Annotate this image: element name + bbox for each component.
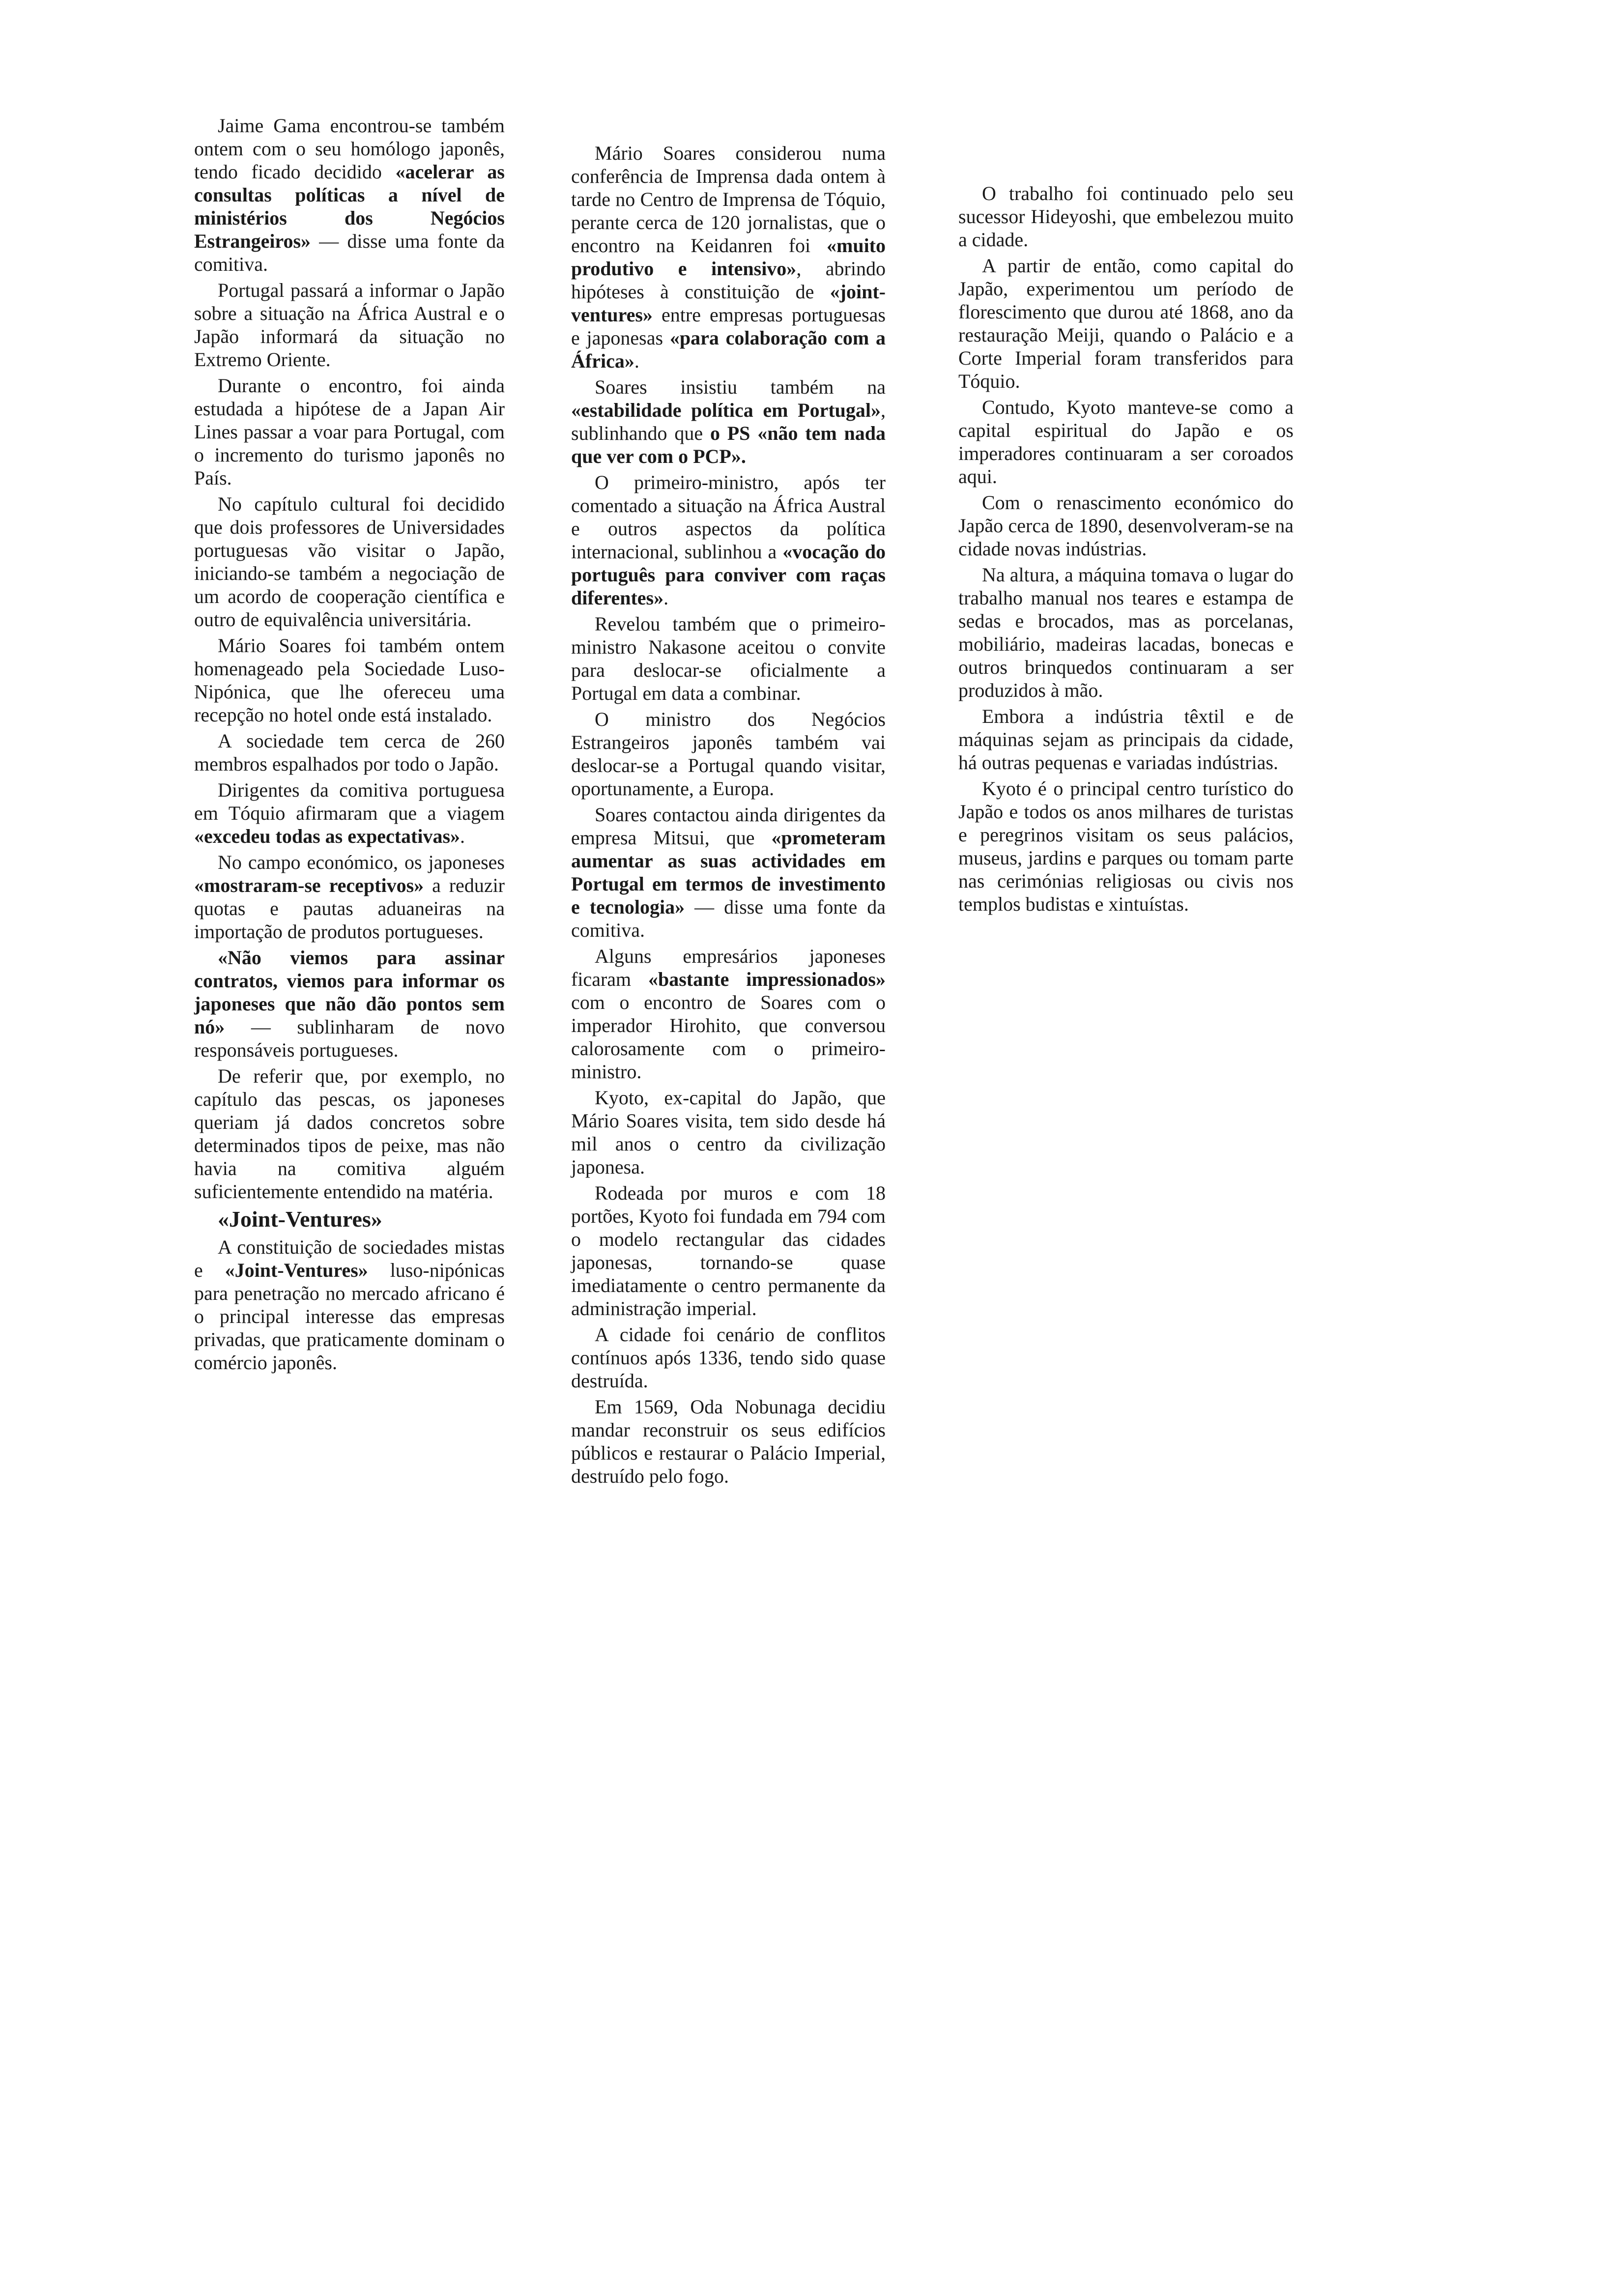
- text-run: Rodeada por muros e com 18 portões, Kyoto foi fundada em 794 com o modelo rectangular das cidades japonesas, tornando-se quase imediatamente o centro permanente da administração imperial.: [571, 1182, 886, 1320]
- subhead-joint-ventures: «Joint-Ventures»: [218, 1206, 382, 1232]
- bold-quote: «muito produtivo e intensivo»: [571, 234, 886, 280]
- text-run: .: [634, 350, 639, 372]
- text-run: luso-nipónicas para penetração no mercado africano é o principal interesse das empresas privadas, que praticamente dominam o comércio japonês.: [194, 1259, 505, 1374]
- paragraph: [958, 396, 1294, 488]
- paragraph: [571, 945, 886, 1083]
- text-run: Contudo, Kyoto manteve-se como a capital espiritual do Japão e os imperadores continuaram a ser coroados aqui.: [958, 396, 1294, 488]
- paragraph: [194, 1064, 505, 1203]
- bold-quote: «Não viemos para assinar contratos, viemos para informar os japoneses que não dão pontos sem nó»: [194, 947, 505, 1038]
- article-column-2: [571, 142, 886, 1491]
- paragraph: [958, 182, 1294, 251]
- paragraph: [958, 563, 1294, 702]
- bold-quote: «para colaboração com a África»: [571, 327, 886, 372]
- text-run: Com o renascimento económico do Japão cerca de 1890, desenvolveram-se na cidade novas indústrias.: [958, 491, 1294, 560]
- paragraph: [194, 114, 505, 276]
- paragraph: [571, 1323, 886, 1392]
- text-run: Kyoto é o principal centro turístico do Japão e todos os anos milhares de turistas e peregrinos visitam os seus palácios, museus, jardins e parques ou tomam parte nas cerimónias religiosas ou civis nos templos budistas e xintuístas.: [958, 777, 1294, 915]
- column-1-body-after-subhead: [194, 1235, 505, 1374]
- paragraph: [194, 946, 505, 1062]
- text-run: com o encontro de Soares com o imperador Hirohito, que conversou calorosamente com o primeiro-ministro.: [571, 991, 886, 1083]
- bold-quote: «joint-ventures»: [571, 281, 886, 326]
- text-run: a reduzir quotas e pautas aduaneiras na importação de produtos portugueses.: [194, 874, 505, 943]
- text-run: Mário Soares considerou numa conferência de Imprensa dada ontem à tarde no Centro de Imprensa de Tóquio, perante cerca de 120 jornalistas, que o encontro na Keidanren foi: [571, 142, 886, 257]
- paragraph: [571, 708, 886, 800]
- paragraph: [958, 491, 1294, 560]
- text-run: Alguns empresários japoneses ficaram: [571, 945, 886, 990]
- paragraph: [571, 612, 886, 705]
- text-run: No capítulo cultural foi decidido que dois professores de Universidades portuguesas vão visitar o Japão, iniciando-se também a negociação de um acordo de cooperação científica e outro de equivalência universitária.: [194, 493, 505, 631]
- paragraph: [571, 375, 886, 468]
- paragraph: [958, 705, 1294, 774]
- column-1-body: [194, 114, 505, 1203]
- bold-quote: o PS «não tem nada que ver com o PCP».: [571, 422, 886, 467]
- bold-quote: «estabilidade política em Portugal»: [571, 399, 881, 421]
- paragraph: [194, 1235, 505, 1374]
- paragraph: [194, 778, 505, 848]
- paragraph: [571, 142, 886, 373]
- text-run: Kyoto, ex-capital do Japão, que Mário Soares visita, tem sido desde há mil anos o centro da civilização japonesa.: [571, 1087, 886, 1178]
- text-run: Dirigentes da comitiva portuguesa em Tóquio afirmaram que a viagem: [194, 779, 505, 824]
- bold-quote: «prometeram aumentar as suas actividades em Portugal em termos de investimento e tecnologia»: [571, 827, 886, 918]
- text-run: Na altura, a máquina tomava o lugar do trabalho manual nos teares e estampa de sedas e brocados, mas as porcelanas, mobiliário, madeiras lacadas, bonecas e outros brinquedos continuaram a ser produzidos à mão.: [958, 564, 1294, 701]
- paragraph: [571, 803, 886, 942]
- text-run: Soares insistiu também na: [595, 376, 886, 398]
- paragraph: [194, 279, 505, 371]
- text-run: A partir de então, como capital do Japão, experimentou um período de florescimento que durou até 1868, ano da restauração Meiji, quando o Palácio e a Corte Imperial foram transferidos para Tóquio.: [958, 255, 1294, 392]
- text-run: entre empresas portuguesas e japonesas: [571, 304, 886, 349]
- text-run: A constituição de sociedades mistas e: [194, 1236, 505, 1281]
- paragraph: [194, 374, 505, 489]
- article-column-1: [194, 114, 505, 1377]
- text-run: — sublinharam de novo responsáveis portugueses.: [194, 1016, 505, 1061]
- paragraph: [571, 1181, 886, 1320]
- text-run: , sublinhando que: [571, 399, 886, 444]
- paragraph: [571, 1395, 886, 1488]
- bold-quote: «mostraram-se receptivos»: [194, 874, 424, 896]
- text-run: A sociedade tem cerca de 260 membros espalhados por todo o Japão.: [194, 730, 505, 775]
- bold-quote: «Joint-Ventures»: [225, 1259, 368, 1281]
- column-2-body: [571, 142, 886, 1488]
- text-run: A cidade foi cenário de conflitos contínuos após 1336, tendo sido quase destruída.: [571, 1323, 886, 1392]
- text-run: Mário Soares foi também ontem homenageado pela Sociedade Luso-Nipónica, que lhe ofereceu uma recepção no hotel onde está instalado.: [194, 634, 505, 726]
- text-run: Jaime Gama encontrou-se também ontem com o seu homólogo japonês, tendo ficado decidido: [194, 115, 505, 183]
- text-run: De referir que, por exemplo, no capítulo das pescas, os japoneses queriam já dados concretos sobre determinados tipos de peixe, mas não havia na comitiva alguém suficientemente entendido na matéria.: [194, 1065, 505, 1203]
- text-run: — disse uma fonte da comitiva.: [571, 896, 886, 941]
- bold-quote: «acelerar as consultas políticas a nível de ministérios dos Negócios Estrangeiros»: [194, 161, 505, 252]
- bold-quote: «vocação do português para conviver com raças diferentes»: [571, 541, 886, 609]
- text-run: O trabalho foi continuado pelo seu sucessor Hideyoshi, que embelezou muito a cidade.: [958, 182, 1294, 251]
- article-column-3: [958, 182, 1294, 918]
- paragraph: [958, 777, 1294, 916]
- text-run: Revelou também que o primeiro-ministro Nakasone aceitou o convite para deslocar-se oficialmente a Portugal em data a combinar.: [571, 613, 886, 704]
- bold-quote: «excedeu todas as expectativas»: [194, 825, 461, 847]
- text-run: Durante o encontro, foi ainda estudada a hipótese de a Japan Air Lines passar a voar para Portugal, com o incremento do turismo japonês no País.: [194, 374, 505, 489]
- paragraph: [571, 1086, 886, 1178]
- text-run: Embora a indústria têxtil e de máquinas sejam as principais da cidade, há outras pequenas e variadas indústrias.: [958, 705, 1294, 774]
- text-run: .: [663, 587, 669, 609]
- text-run: Soares contactou ainda dirigentes da empresa Mitsui, que: [571, 804, 886, 849]
- text-run: , abrindo hipóteses à constituição de: [571, 258, 886, 303]
- paragraph: [194, 492, 505, 631]
- text-run: .: [460, 825, 465, 847]
- paragraph: [194, 729, 505, 775]
- column-3-body: [958, 182, 1294, 916]
- paragraph: [194, 851, 505, 943]
- text-run: O ministro dos Negócios Estrangeiros japonês também vai deslocar-se a Portugal quando visitar, oportunamente, a Europa.: [571, 708, 886, 800]
- text-run: No campo económico, os japoneses: [218, 851, 505, 873]
- paragraph: [958, 254, 1294, 393]
- text-run: Em 1569, Oda Nobunaga decidiu mandar reconstruir os seus edifícios públicos e restaurar o Palácio Imperial, destruído pelo fogo.: [571, 1396, 886, 1487]
- paragraph: [194, 634, 505, 726]
- bold-quote: «bastante impressionados»: [648, 968, 886, 990]
- paragraph: [571, 471, 886, 609]
- text-run: O primeiro-ministro, após ter comentado a situação na África Austral e outros aspectos da política internacional, sublinhou a: [571, 471, 886, 563]
- text-run: Portugal passará a informar o Japão sobre a situação na África Austral e o Japão informará da situação no Extremo Oriente.: [194, 279, 505, 371]
- text-run: — disse uma fonte da comitiva.: [194, 230, 505, 275]
